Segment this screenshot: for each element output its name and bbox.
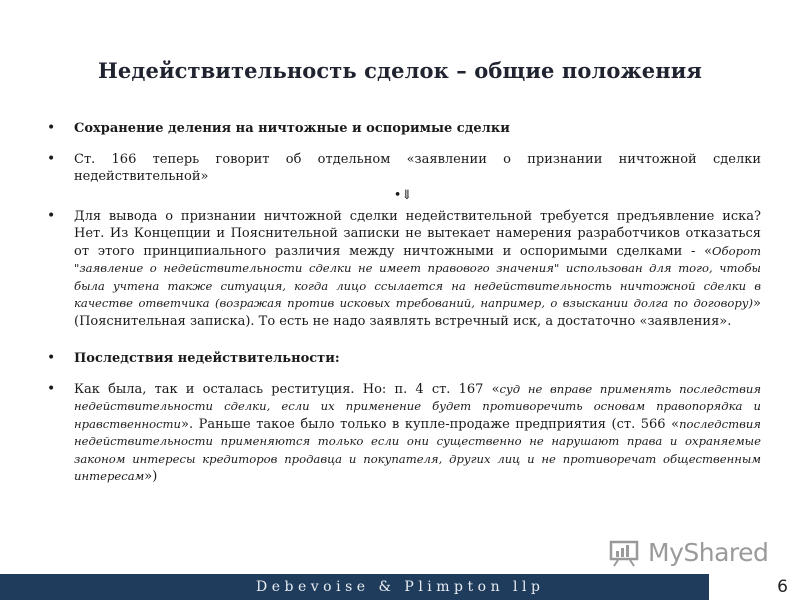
page-number: 6: [777, 577, 788, 597]
item-text: Последствия недействительности:: [74, 351, 340, 366]
down-arrow-row: [45, 189, 761, 202]
footer-firm-name: Debevoise & Plimpton llp: [256, 579, 545, 595]
bullet-item: [45, 151, 761, 186]
bullet-icon: •: [47, 380, 56, 397]
bullet-item: [45, 350, 761, 368]
bullet-icon: •: [47, 350, 56, 366]
footer-bar: [0, 574, 709, 600]
bullet-item: [45, 381, 761, 486]
bullet-item: [45, 120, 761, 138]
item-quote: Оборот "заявление о недействительности сделки не имеет правового значения" использован для того, чтобы была учтена также ситуация, когда лицо ссылается на недействительность ничтожной сделки в качестве ответчика (возражая против исковых требований, например, о взыскании долга по договору): [74, 243, 761, 310]
bullet-icon: •: [393, 187, 402, 203]
page-number-box: [709, 574, 800, 600]
item-text: Для вывода о признании ничтожной сделки недействительной требуется предъявление иска? Нет. Из Концепции и Пояснительной записки не вытекает намерения разработчиков отказаться от этого принципиального различия между ничтожными и оспоримыми сделками - «: [74, 208, 761, 259]
bullet-icon: •: [47, 150, 56, 167]
item-quote: суд не вправе применять последствия недействительности сделки, если их применение будет противоречить основам правопорядка и нравственности: [74, 381, 761, 431]
item-text: ». Раньше такое было только в купле-продаже предприятия (ст. 566 «: [181, 416, 680, 432]
down-arrow-icon: ⇓: [401, 187, 413, 203]
logo-text: MyShared: [648, 538, 769, 567]
item-text: Ст. 166 теперь говорит об отдельном «заявлении о признании ничтожной сделки недействительной»: [74, 151, 761, 184]
item-quote: последствия недействительности применяются только если они существенно не нарушают права и охраняемые законом интересы кредиторов продавца и покупателя, других лиц и не противоречат общественным интересам: [74, 416, 761, 483]
bullet-item: [45, 208, 761, 331]
item-text: »): [144, 469, 158, 484]
presentation-board-icon: [608, 539, 644, 567]
watermark-logo: [608, 537, 768, 569]
slide-title: Недействительность сделок – общие положения: [97, 58, 703, 83]
item-text: » (Пояснительная записка). То есть не надо заявлять встречный иск, а достаточно «заявления».: [74, 296, 761, 329]
bullet-icon: •: [47, 207, 56, 224]
item-text: Как была, так и осталась реституция. Но: п. 4 ст. 167 «: [74, 381, 500, 397]
bullet-icon: •: [47, 120, 56, 136]
slide-content: [45, 120, 761, 499]
item-text: Сохранение деления на ничтожные и оспоримые сделки: [74, 121, 510, 136]
